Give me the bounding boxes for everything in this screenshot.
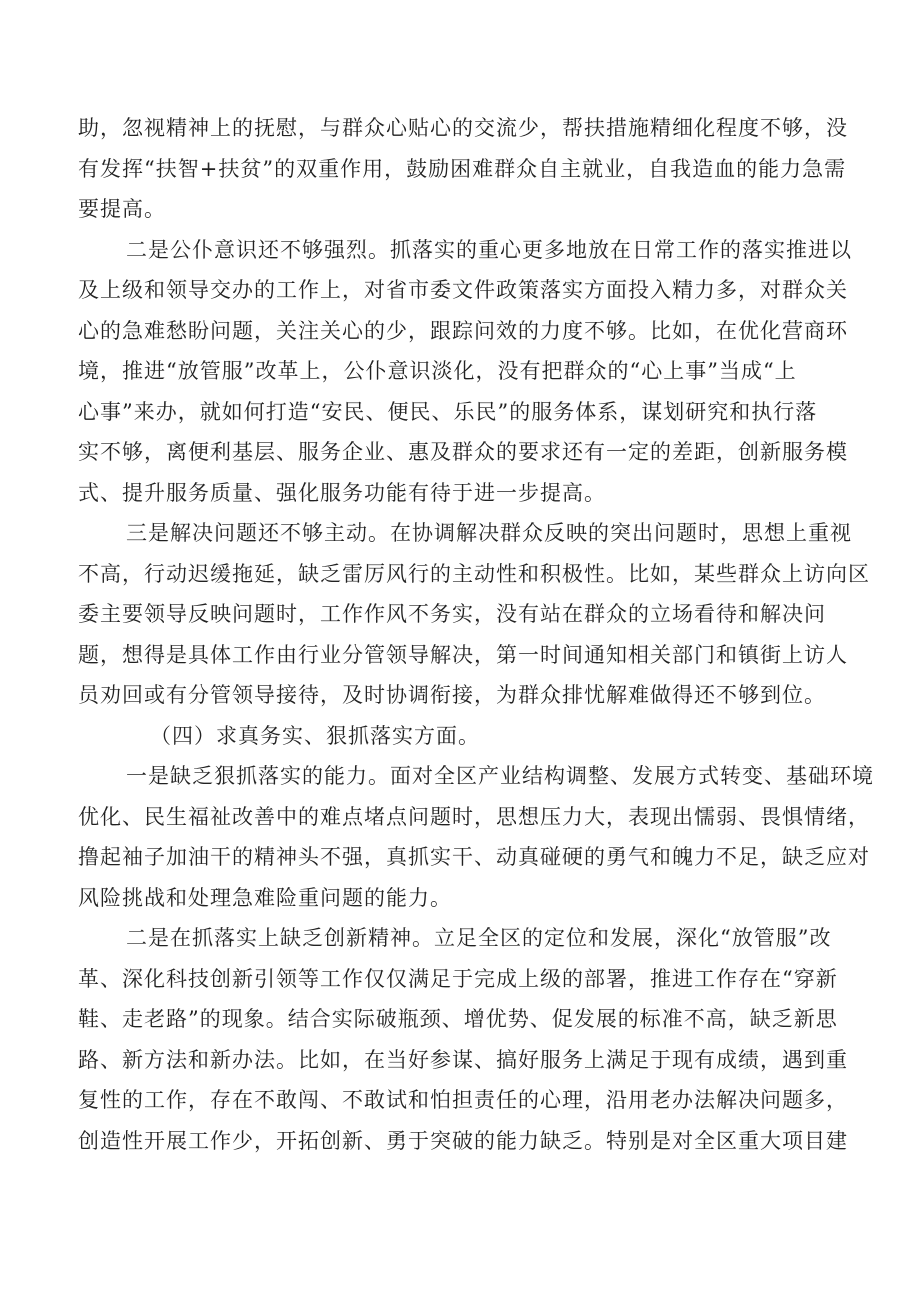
text-line: 路、新方法和新办法。比如，在当好参谋、搞好服务上满足于现有成绩，遇到重 <box>78 1047 848 1072</box>
text-line: 实不够，离便利基层、服务企业、惠及群众的要求还有一定的差距，创新服务模 <box>78 440 848 464</box>
text-line: 及上级和领导交办的工作上，对省市委文件政策落实方面投入精力多，对群众关 <box>78 278 848 302</box>
text-line: 撸起袖子加油干的精神头不强，真抓实干、动真碰硬的勇气和魄力不足，缺乏应对 <box>78 845 870 869</box>
text-line: 委主要领导反映问题时，工作作风不务实，没有站在群众的立场看待和解决问 <box>78 602 826 626</box>
text-line: 心事”来办，就如何打造“安民、便民、乐民”的服务体系，谋划研究和执行落 <box>78 399 818 424</box>
text-line: 要提高。 <box>78 197 166 221</box>
paragraph-start-line: 一是缺乏狠抓落实的能力。面对全区产业结构调整、发展方式转变、基础环境 <box>126 764 874 788</box>
text-line: 境，推进“放管服”改革上，公仆意识淡化，没有把群众的“心上事”当成“上 <box>78 359 797 383</box>
text-line: 创造性开展工作少，开拓创新、勇于突破的能力缺乏。特别是对全区重大项目建 <box>78 1128 848 1153</box>
paragraph-start-line: 二是在抓落实上缺乏创新精神。立足全区的定位和发展，深化“放管服”改 <box>126 926 832 950</box>
text-line: 复性的工作，存在不敢闯、不敢试和怕担责任的心理，沿用老办法解决问题多， <box>78 1088 848 1112</box>
text-line: 有发挥“扶智+扶贫”的双重作用，鼓励困难群众自主就业，自我造血的能力急需 <box>78 156 847 181</box>
document-body <box>78 108 874 1161</box>
text-line: 风险挑战和处理急难险重问题的能力。 <box>78 885 452 910</box>
text-line: 员劝回或有分管领导接待，及时协调衔接，为群众排忧解难做得还不够到位。 <box>78 683 826 707</box>
text-line: 优化、民生福祉改善中的难点堵点问题时，思想压力大，表现出懦弱、畏惧情绪， <box>78 804 870 829</box>
text-line: 题，想得是具体工作由行业分管领导解决，第一时间通知相关部门和镇街上访人 <box>78 642 848 667</box>
text-line: 不高，行动迟缓拖延，缺乏雷厉风行的主动性和积极性。比如，某些群众上访向区 <box>78 561 870 586</box>
text-line: 式、提升服务质量、强化服务功能有待于进一步提高。 <box>78 480 606 505</box>
text-line: 革、深化科技创新引领等工作仅仅满足于完成上级的部署，推进工作存在“穿新 <box>78 966 838 991</box>
text-line: 鞋、走老路”的现象。结合实际破瓶颈、增优势、促发展的标准不高，缺乏新思 <box>78 1007 838 1031</box>
text-line: 心的急难愁盼问题，关注关心的少，跟踪问效的力度不够。比如，在优化营商环 <box>78 318 848 343</box>
section-heading: （四）求真务实、狠抓落实方面。 <box>150 723 480 748</box>
text-line: 助，忽视精神上的抚慰，与群众心贴心的交流少，帮扶措施精细化程度不够，没 <box>78 116 848 140</box>
paragraph-start-line: 二是公仆意识还不够强烈。抓落实的重心更多地放在日常工作的落实推进以 <box>126 237 852 262</box>
paragraph-start-line: 三是解决问题还不够主动。在协调解决群众反映的突出问题时，思想上重视 <box>126 521 852 545</box>
